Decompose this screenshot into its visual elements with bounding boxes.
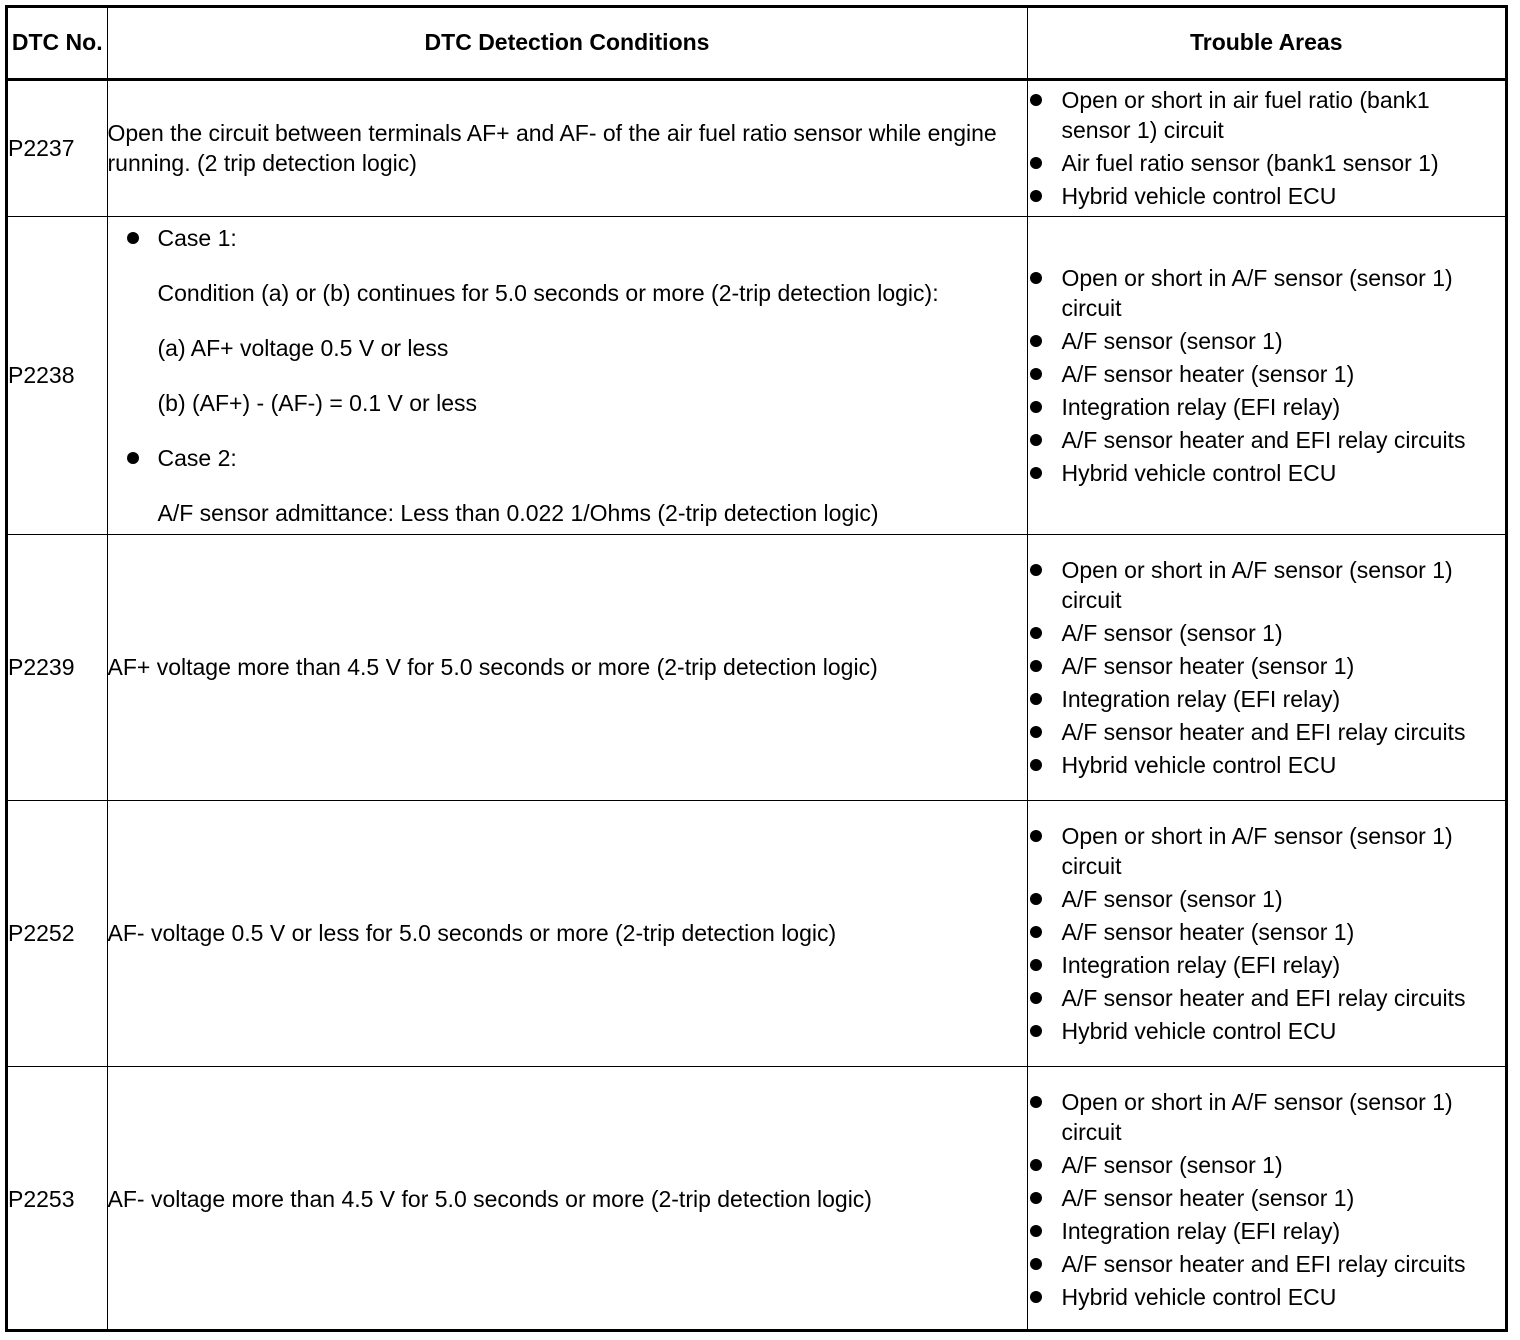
trouble-area: A/F sensor heater (sensor 1) bbox=[1061, 1184, 1355, 1211]
trouble-area: Air fuel ratio sensor (bank1 sensor 1) bbox=[1061, 150, 1439, 176]
bullet-icon bbox=[1030, 627, 1042, 639]
header-trouble-areas: Trouble Areas bbox=[1027, 8, 1505, 79]
bullet-icon bbox=[1030, 660, 1042, 672]
list-item bbox=[1028, 1016, 1506, 1046]
list-item bbox=[1028, 917, 1506, 947]
bullet-icon bbox=[1030, 992, 1042, 1004]
trouble-area: Hybrid vehicle control ECU bbox=[1061, 751, 1337, 778]
header-dtc-no: DTC No. bbox=[8, 8, 107, 79]
bullet-icon bbox=[1030, 434, 1042, 446]
bullet-icon bbox=[1030, 726, 1042, 738]
bullet-icon bbox=[1030, 926, 1042, 938]
trouble-areas bbox=[1027, 800, 1505, 1066]
list-item bbox=[1028, 263, 1506, 323]
list-item bbox=[1028, 458, 1506, 488]
case-line: Condition (a) or (b) continues for 5.0 seconds or more (2-trip detection logic): bbox=[157, 279, 939, 306]
dtc-code: P2239 bbox=[8, 534, 107, 800]
bullet-icon bbox=[1030, 157, 1042, 169]
bullet-icon bbox=[1030, 190, 1042, 202]
trouble-area: A/F sensor (sensor 1) bbox=[1061, 327, 1283, 354]
list-item bbox=[1028, 1249, 1506, 1279]
trouble-areas bbox=[1027, 1066, 1505, 1332]
bullet-icon bbox=[1030, 1291, 1042, 1303]
bullet-icon bbox=[1030, 693, 1042, 705]
header-row bbox=[8, 8, 1505, 79]
list-item bbox=[1028, 1087, 1506, 1147]
bullet-icon bbox=[1030, 467, 1042, 479]
case-item bbox=[108, 223, 1027, 418]
trouble-area: Hybrid vehicle control ECU bbox=[1061, 1283, 1337, 1310]
bullet-icon bbox=[1030, 94, 1042, 106]
trouble-area: Integration relay (EFI relay) bbox=[1061, 685, 1341, 712]
detection-condition: AF+ voltage more than 4.5 V for 5.0 seconds or more (2-trip detection logic) bbox=[107, 534, 1027, 800]
case-title: Case 2: bbox=[157, 444, 237, 471]
bullet-icon bbox=[127, 452, 139, 464]
table-row bbox=[8, 216, 1505, 534]
table-row bbox=[8, 534, 1505, 800]
bullet-icon bbox=[1030, 564, 1042, 576]
list-item bbox=[1028, 684, 1506, 714]
list-item bbox=[1028, 651, 1506, 681]
detection-condition: AF- voltage 0.5 V or less for 5.0 seconds or more (2-trip detection logic) bbox=[107, 800, 1027, 1066]
list-item bbox=[1028, 555, 1506, 615]
trouble-area: A/F sensor heater and EFI relay circuits bbox=[1061, 426, 1466, 453]
list-item bbox=[1028, 950, 1506, 980]
dtc-code: P2253 bbox=[8, 1066, 107, 1332]
dtc-table-frame bbox=[5, 5, 1508, 1332]
trouble-area: A/F sensor (sensor 1) bbox=[1061, 1151, 1283, 1178]
list-item bbox=[1028, 392, 1506, 422]
list-item bbox=[1028, 821, 1506, 881]
trouble-area: Open or short in A/F sensor (sensor 1) circuit bbox=[1061, 1088, 1453, 1145]
bullet-icon bbox=[1030, 893, 1042, 905]
list-item bbox=[1028, 983, 1506, 1013]
list-item bbox=[1028, 1282, 1506, 1312]
table-row bbox=[8, 79, 1505, 216]
list-item bbox=[1028, 884, 1506, 914]
bullet-icon bbox=[1030, 1225, 1042, 1237]
trouble-areas bbox=[1027, 79, 1505, 216]
detection-condition: Open the circuit between terminals AF+ and AF- of the air fuel ratio sensor while engine running. (2 trip detection logic) bbox=[107, 79, 1027, 216]
list-item bbox=[1028, 1183, 1506, 1213]
trouble-area: A/F sensor heater and EFI relay circuits bbox=[1061, 984, 1466, 1011]
trouble-area: Open or short in A/F sensor (sensor 1) circuit bbox=[1061, 822, 1453, 879]
dtc-code: P2252 bbox=[8, 800, 107, 1066]
list-item bbox=[1028, 717, 1506, 747]
trouble-area: A/F sensor heater and EFI relay circuits bbox=[1061, 718, 1466, 745]
bullet-icon bbox=[1030, 368, 1042, 380]
trouble-area: A/F sensor (sensor 1) bbox=[1061, 619, 1283, 646]
trouble-area: Hybrid vehicle control ECU bbox=[1061, 459, 1337, 486]
case-line: (a) AF+ voltage 0.5 V or less bbox=[157, 334, 449, 361]
trouble-area: Integration relay (EFI relay) bbox=[1061, 951, 1341, 978]
trouble-area: A/F sensor heater (sensor 1) bbox=[1061, 652, 1355, 679]
dtc-code: P2237 bbox=[8, 79, 107, 216]
list-item bbox=[1028, 618, 1506, 648]
bullet-icon bbox=[1030, 1096, 1042, 1108]
bullet-icon bbox=[1030, 272, 1042, 284]
bullet-icon bbox=[1030, 759, 1042, 771]
list-item bbox=[1028, 359, 1506, 389]
trouble-area: A/F sensor heater and EFI relay circuits bbox=[1061, 1250, 1466, 1277]
bullet-icon bbox=[1030, 830, 1042, 842]
detection-condition: AF- voltage more than 4.5 V for 5.0 seconds or more (2-trip detection logic) bbox=[107, 1066, 1027, 1332]
trouble-area: Open or short in A/F sensor (sensor 1) circuit bbox=[1061, 264, 1453, 321]
list-item bbox=[1028, 326, 1506, 356]
trouble-area: Hybrid vehicle control ECU bbox=[1061, 183, 1337, 209]
header-detection-conditions: DTC Detection Conditions bbox=[107, 8, 1027, 79]
trouble-area: Integration relay (EFI relay) bbox=[1061, 393, 1341, 420]
list-item bbox=[1028, 85, 1506, 145]
trouble-area: Open or short in air fuel ratio (bank1 sensor 1) circuit bbox=[1061, 87, 1430, 143]
list-item bbox=[1028, 148, 1506, 178]
trouble-area: Hybrid vehicle control ECU bbox=[1061, 1017, 1337, 1044]
list-item bbox=[1028, 1216, 1506, 1246]
case-line: A/F sensor admittance: Less than 0.022 1/Ohms (2-trip detection logic) bbox=[157, 499, 879, 526]
detection-condition bbox=[107, 216, 1027, 534]
trouble-area: A/F sensor heater (sensor 1) bbox=[1061, 918, 1355, 945]
bullet-icon bbox=[1030, 335, 1042, 347]
bullet-icon bbox=[1030, 1159, 1042, 1171]
bullet-icon bbox=[1030, 1192, 1042, 1204]
list-item bbox=[1028, 181, 1506, 211]
bullet-icon bbox=[127, 232, 139, 244]
list-item bbox=[1028, 425, 1506, 455]
table-row bbox=[8, 1066, 1505, 1332]
trouble-areas bbox=[1027, 216, 1505, 534]
table-row bbox=[8, 800, 1505, 1066]
bullet-icon bbox=[1030, 959, 1042, 971]
trouble-area: Open or short in A/F sensor (sensor 1) circuit bbox=[1061, 556, 1453, 613]
dtc-code: P2238 bbox=[8, 216, 107, 534]
trouble-area: A/F sensor (sensor 1) bbox=[1061, 885, 1283, 912]
bullet-icon bbox=[1030, 401, 1042, 413]
case-item bbox=[108, 443, 1027, 528]
bullet-icon bbox=[1030, 1025, 1042, 1037]
case-line: (b) (AF+) - (AF-) = 0.1 V or less bbox=[157, 389, 477, 416]
trouble-areas bbox=[1027, 534, 1505, 800]
dtc-table bbox=[8, 8, 1505, 1332]
trouble-area: A/F sensor heater (sensor 1) bbox=[1061, 360, 1355, 387]
list-item bbox=[1028, 750, 1506, 780]
list-item bbox=[1028, 1150, 1506, 1180]
case-title: Case 1: bbox=[157, 224, 237, 251]
trouble-area: Integration relay (EFI relay) bbox=[1061, 1217, 1341, 1244]
bullet-icon bbox=[1030, 1258, 1042, 1270]
